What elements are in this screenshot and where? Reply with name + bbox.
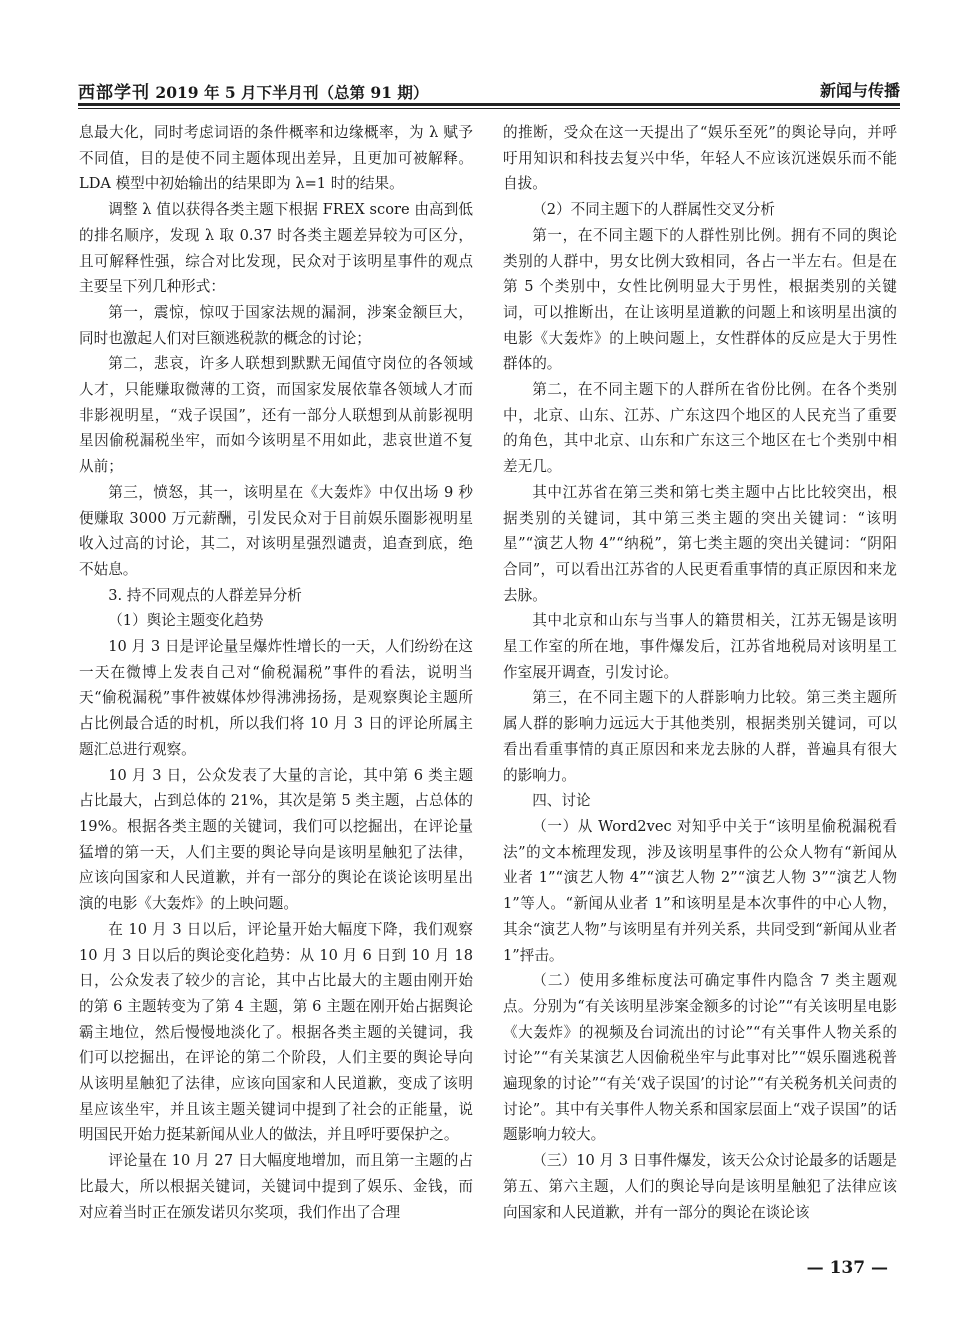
paragraph: 10 月 3 日，公众发表了大量的言论，其中第 6 类主题占比最大，占到总体的 21%，其次是第 5 类主题，占总体的 19%。根据各类主题的关键词，我们可以挖掘出，在评论量猛增的第一天，人们主要的舆论导向是该明星触犯了法律，应该向国家和人民道歉，并有一部分的舆论在谈论该明星出演的电影《大轰炸》的上映问题。 (79, 766, 473, 913)
header-rule-thin (78, 108, 900, 109)
paragraph: 3. 持不同观点的人群差异分析 (108, 586, 302, 604)
paragraph: 其中北京和山东与当事人的籍贯相关，江苏无锡是该明星工作室的所在地，事件爆发后，江苏省地税局对该明星工作室展开调查，引发讨论。 (503, 612, 897, 681)
journal-name: 西部学刊 (78, 83, 150, 103)
paragraph: 第三，愤怒，其一，该明星在《大轰炸》中仅出场 9 秒便赚取 3000 万元薪酬，引发民众对于目前娱乐圈影视明星收入过高的讨论，其二，对该明星强烈谴责，追查到底，绝不姑息。 (79, 483, 473, 578)
paragraph: 的推断，受众在这一天提出了“娱乐至死”的舆论导向，并呼吁用知识和科技去复兴中华，年轻人不应该沉迷娱乐而不能自拔。 (503, 124, 897, 193)
paragraph: （2）不同主题下的人群属性交叉分析 (532, 201, 775, 219)
header-rule-thick (78, 103, 900, 106)
left-column (79, 120, 473, 1225)
paragraph: 调整 λ 值以获得各类主题下根据 FREX score 由高到低的排名顺序，发现 λ 取 0.37 时各类主题差异较为可区分，且可解释性强，综合对比发现，民众对于该明星事件的观点主要呈下列几种形式： (79, 201, 473, 296)
running-header (78, 72, 900, 106)
paragraph: 第三，在不同主题下的人群影响力比较。第三类主题所属人群的影响力远远大于其他类别，根据类别关键词，可以看出看重事情的真正原因和来龙去脉的人群，普遍具有很大的影响力。 (503, 689, 897, 784)
paragraph: 其中江苏省在第三类和第七类主题中占比比较突出，根据类别的关键词，其中第三类主题的突出关键词：“该明星”“演艺人物 4”“纳税”，第七类主题的突出关键词：“阴阳合同”，可以看出江苏省的人民更看重事情的真正原因和来龙去脉。 (503, 483, 897, 604)
paragraph: （1）舆论主题变化趋势 (108, 612, 264, 630)
section-title: 新闻与传播 (819, 81, 900, 100)
paragraph: （二）使用多维标度法可确定事件内隐含 7 类主题观点。分别为“有关该明星涉案金额多的讨论”“有关该明星电影《大轰炸》的视频及台词流出的讨论”“有关事件人物关系的讨论”“有关某演艺人因偷税坐牢与此事对比”“娱乐圈逃税普遍现象的讨论”“有关‘戏子误国’的讨论”“有关税务机关问责的讨论”。其中有关事件人物关系和国家层面上“戏子误国”的话题影响力较大。 (503, 972, 897, 1144)
paragraph: 第二，在不同主题下的人群所在省份比例。在各个类别中，北京、山东、江苏、广东这四个地区的人民充当了重要的角色，其中北京、山东和广东这三个地区在七个类别中相差无几。 (503, 381, 897, 476)
issue-info: 2019 年 5 月下半月刊（总第 91 期） (155, 83, 429, 102)
right-column (503, 120, 897, 1225)
paragraph: 10 月 3 日是评论量呈爆炸性增长的一天，人们纷纷在这一天在微博上发表自己对“偷税漏税”事件的看法，说明当天“偷税漏税”事件被媒体炒得沸沸扬扬，是观察舆论主题所占比例最合适的时机，所以我们将 10 月 3 日的评论所属主题汇总进行观察。 (79, 638, 473, 758)
paragraph: 息最大化，同时考虑词语的条件概率和边缘概率，为 λ 赋予不同值，目的是使不同主题体现出差异，且更加可被解释。LDA 模型中初始输出的结果即为 λ=1 时的结果。 (79, 124, 473, 193)
paragraph: 第一，在不同主题下的人群性别比例。拥有不同的舆论类别的人群中，男女比例大致相同，各占一半左右。但是在第 5 个类别中，女性比例明显大于男性，根据类别的关键词，可以推断出，在让该明星道歉的问题上和该明星出演的电影《大轰炸》的上映问题上，女性群体的反应是大于男性群体的。 (503, 226, 897, 373)
paragraph: （一）从 Word2vec 对知乎中关于“该明星偷税漏税看法”的文本梳理发现，涉及该明星事件的公众人物有“新闻从业者 1”“演艺人物 4”“演艺人物 2”“演艺人物 3”“演艺人物 1”等人。“新闻从业者 1”和该明星是本次事件的中心人物，其余“演艺人物”与该明星有并列关系，共同受到“新闻从业者 1”抨击。 (503, 817, 897, 964)
paragraph: 四、讨论 (532, 792, 591, 810)
paragraph: （三）10 月 3 日事件爆发，该天公众讨论最多的话题是第五、第六主题，人们的舆论导向是该明星触犯了法律应该向国家和人民道歉，并有一部分的舆论在谈论该 (503, 1152, 897, 1221)
paragraph: 第一，震惊，惊叹于国家法规的漏洞，涉案金额巨大，同时也激起人们对巨额逃税款的概念的讨论； (79, 303, 473, 347)
paragraph: 在 10 月 3 日以后，评论量开始大幅度下降，我们观察 10 月 3 日以后的舆论变化趋势：从 10 月 6 日到 10 月 18 日，公众发表了较少的言论，其中占比最大的主题由刚开始的第 6 主题转变为了第 4 主题，第 6 主题在刚开始占据舆论霸主地位，然后慢慢地淡化了。根据各类主题的关键词，我们可以挖掘出，在评论的第二个阶段，人们主要的舆论导向从该明星触犯了法律，应该向国家和人民道歉，变成了该明星应该坐牢，并且该主题关键词中提到了社会的正能量，说明国民开始力挺某新闻从业人的做法，并且呼吁要保护之。 (79, 920, 473, 1144)
page-number: — 137 — (806, 1258, 888, 1278)
paragraph: 评论量在 10 月 27 日大幅度地增加，而且第一主题的占比最大，所以根据关键词，关键词中提到了娱乐、金钱，而对应着当时正在颁发诺贝尔奖项，我们作出了合理 (79, 1152, 473, 1221)
header-journal-info (78, 78, 428, 103)
paragraph: 第二，悲哀，许多人联想到默默无闻值守岗位的各领域人才，只能赚取微薄的工资，而国家发展依靠各领域人才而非影视明星，“戏子误国”，还有一部分人联想到从前影视明星因偷税漏税坐牢，而如今该明星不用如此，悲哀世道不复从前； (79, 355, 473, 476)
